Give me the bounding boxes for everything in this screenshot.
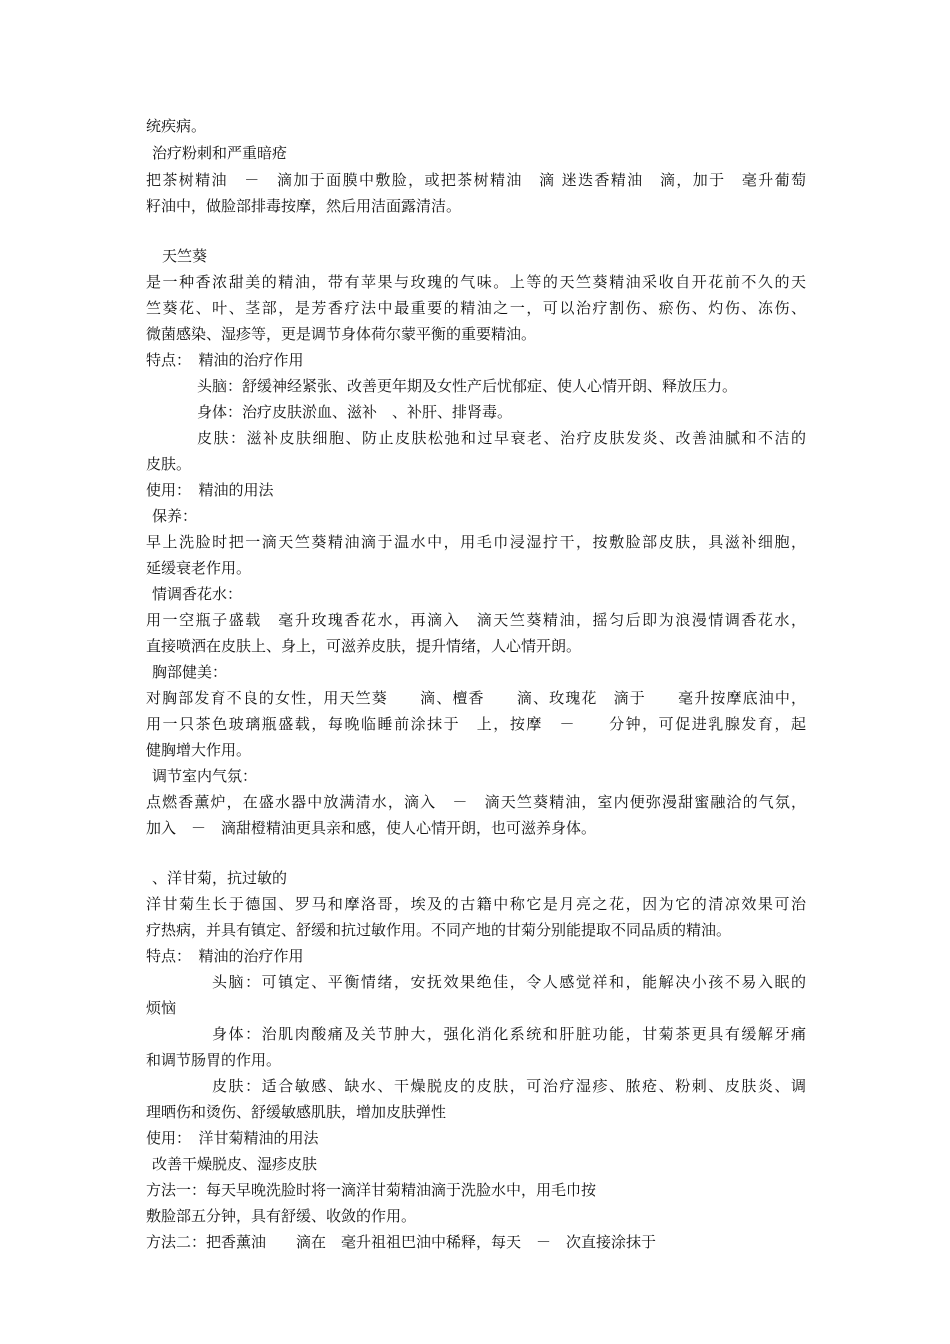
text-line: 籽油中，做脸部排毒按摩，然后用洁面露清洁。: [146, 197, 462, 215]
text-line: 微菌感染、湿疹等，更是调节身体荷尔蒙平衡的重要精油。: [146, 325, 537, 343]
text-line: 理晒伤和烫伤、舒缓敏感肌肤，增加皮肤弹性: [146, 1103, 447, 1121]
text-line: 特点： 精油的治疗作用: [146, 947, 304, 965]
text-line: 皮肤：适合敏感、缺水、干燥脱皮的皮肤，可治疗湿疹、脓疮、粉刺、皮肤炎、调: [212, 1077, 806, 1095]
text-line: 竺葵花、叶、茎部，是芳香疗法中最重要的精油之一，可以治疗割伤、瘀伤、灼伤、冻伤、: [146, 299, 806, 317]
text-line: 用一只茶色玻璃瓶盛载，每晚临睡前涂抹于 上，按摩 － 分钟，可促进乳腺发育，起: [146, 715, 806, 733]
text-line: 方法二：把香薰油 滴在 毫升祖祖巴油中稀释，每天 － 次直接涂抹于: [146, 1233, 657, 1251]
text-line: 头脑：舒缓神经紧张、改善更年期及女性产后忧郁症、使人心情开朗、释放压力。: [197, 377, 738, 395]
text-line: 对胸部发育不良的女性，用天竺葵 滴、檀香 滴、玫瑰花 滴于 毫升按摩底油中，: [146, 689, 806, 707]
text-line: 情调香花水：: [152, 585, 243, 603]
text-line: 头脑：可镇定、平衡情绪，安抚效果绝佳，令人感觉祥和，能解决小孩不易入眠的: [212, 973, 806, 991]
text-line: 治疗粉刺和严重暗疮: [152, 144, 288, 162]
text-line: 用一空瓶子盛载 毫升玫瑰香花水，再滴入 滴天竺葵精油，摇匀后即为浪漫情调香花水，: [146, 611, 806, 629]
text-line: 洋甘菊生长于德国、罗马和摩洛哥，埃及的古籍中称它是月亮之花，因为它的清凉效果可治: [146, 895, 806, 913]
text-line: 调节室内气氛：: [152, 767, 258, 785]
text-line: 天竺葵: [162, 247, 208, 265]
text-line: 是一种香浓甜美的精油，带有苹果与玫瑰的气味。上等的天竺葵精油采收自开花前不久的天: [146, 273, 806, 291]
text-line: 保养：: [152, 507, 198, 525]
text-line: 统疾病。: [146, 117, 207, 135]
text-line: 胸部健美：: [152, 663, 228, 681]
text-line: 敷脸部五分钟，具有舒缓、收敛的作用。: [146, 1207, 417, 1225]
text-line: 方法一：每天早晚洗脸时将一滴洋甘菊精油滴于洗脸水中，用毛巾按: [146, 1181, 597, 1199]
text-line: 皮肤：滋补皮肤细胞、防止皮肤松弛和过早衰老、治疗皮肤发炎、改善油腻和不洁的: [197, 429, 806, 447]
text-line: 加入 － 滴甜橙精油更具亲和感，使人心情开朗，也可滋养身体。: [146, 819, 597, 837]
text-line: 延缓衰老作用。: [146, 559, 252, 577]
text-line: 早上洗脸时把一滴天竺葵精油滴于温水中，用毛巾浸湿拧干，按敷脸部皮肤，具滋补细胞，: [146, 533, 806, 551]
text-line: 特点： 精油的治疗作用: [146, 351, 304, 369]
text-line: 身体：治疗皮肤淤血、滋补 、补肝、排肾毒。: [197, 403, 513, 421]
text-line: 和调节肠胃的作用。: [146, 1051, 282, 1069]
text-line: 身体：治肌肉酸痛及关节肿大，强化消化系统和肝脏功能，甘菊茶更具有缓解牙痛: [212, 1025, 806, 1043]
text-line: 改善干燥脱皮、湿疹皮肤: [152, 1155, 318, 1173]
text-line: 健胸增大作用。: [146, 741, 252, 759]
text-line: 皮肤。: [146, 455, 192, 473]
text-line: 直接喷洒在皮肤上、身上，可滋养皮肤，提升情绪，人心情开朗。: [146, 637, 582, 655]
text-line: 疗热病，并具有镇定、舒缓和抗过敏作用。不同产地的甘菊分别能提取不同品质的精油。: [146, 921, 732, 939]
text-line: 烦恼: [146, 999, 177, 1017]
text-line: 使用： 精油的用法: [146, 481, 274, 499]
text-line: 使用： 洋甘菊精油的用法: [146, 1129, 319, 1147]
text-line: 、洋甘菊，抗过敏的: [152, 869, 288, 887]
text-line: 点燃香薰炉，在盛水器中放满清水，滴入 － 滴天竺葵精油，室内便弥漫甜蜜融洽的气氛，: [146, 793, 806, 811]
text-line: 把茶树精油 － 滴加于面膜中敷脸，或把茶树精油 滴 迷迭香精油 滴，加于 毫升葡萄: [146, 171, 806, 189]
